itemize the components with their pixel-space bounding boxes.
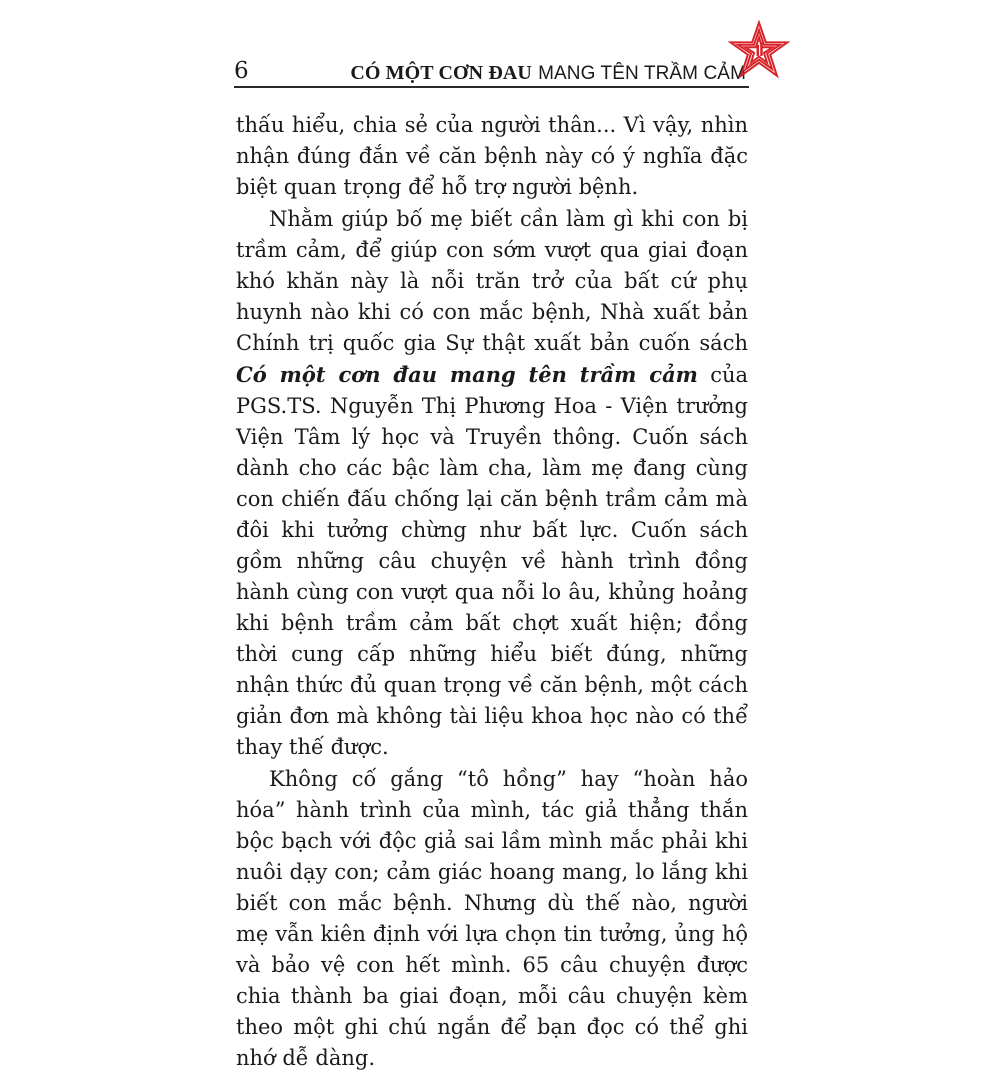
paragraph-2-before: Nhằm giúp bố mẹ biết cần làm gì khi con bị trầm cảm, để giúp con sớm vượt qua giai đoạn khó khăn này là nỗi trăn trở của bất cứ phụ huynh nào khi có con mắc bệnh, Nhà xuất bản Chính trị quốc gia Sự thật xuất bản cuốn sách <box>236 207 748 355</box>
header-rule <box>234 86 749 88</box>
body-text <box>236 110 748 1074</box>
running-head <box>350 60 746 87</box>
paragraph-2-after: của PGS.TS. Nguyễn Thị Phương Hoa - Viện trưởng Viện Tâm lý học và Truyền thông. Cuốn sách dành cho các bậc làm cha, làm mẹ đang cùng con chiến đấu chống lại căn bệnh trầm cảm mà đôi khi tưởng chừng như bất lực. Cuốn sách gồm những câu chuyện về hành trình đồng hành cùng con vượt qua nỗi lo âu, khủng hoảng khi bệnh trầm cảm bất chợt xuất hiện; đồng thời cung cấp những hiểu biết đúng, những nhận thức đủ quan trọng về căn bệnh, một cách giản đơn mà không tài liệu khoa học nào có thể thay thế được. <box>236 363 748 759</box>
publisher-star-logo-icon <box>728 20 790 82</box>
paragraph-3: Không cố gắng “tô hồng” hay “hoàn hảo hóa” hành trình của mình, tác giả thẳng thắn bộc bạch với độc giả sai lầm mình mắc phải khi nuôi dạy con; cảm giác hoang mang, lo lắng khi biết con mắc bệnh. Nhưng dù thế nào, người mẹ vẫn kiên định với lựa chọn tin tưởng, ủng hộ và bảo vệ con hết mình. 65 câu chuyện được chia thành ba giai đoạn, mỗi câu chuyện kèm theo một ghi chú ngắn để bạn đọc có thể ghi nhớ dễ dàng. <box>236 767 748 1070</box>
page-number: 6 <box>234 58 249 84</box>
running-head-bold: CÓ MỘT CƠN ĐAU <box>350 62 532 84</box>
paragraph-2 <box>236 204 748 763</box>
paragraph-1: thấu hiểu, chia sẻ của người thân... Vì vậy, nhìn nhận đúng đắn về căn bệnh này có ý nghĩa đặc biệt quan trọng để hỗ trợ người bệnh. <box>236 113 748 199</box>
running-head-regular: MANG TÊN TRẦM CẢM <box>538 63 746 84</box>
book-title: Có một cơn đau mang tên trầm cảm <box>236 362 698 387</box>
